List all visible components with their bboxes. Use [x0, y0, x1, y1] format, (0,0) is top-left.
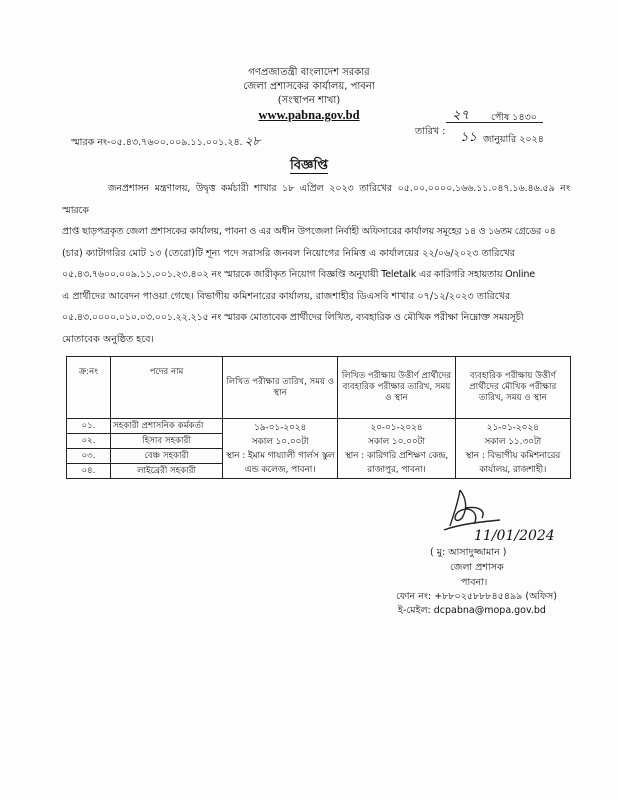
- row-serial: ০৪.: [67, 464, 111, 479]
- signatory-name: ( মু: আসাদুজ্জামান ): [430, 547, 507, 558]
- website-link[interactable]: www.pabna.gov.bd: [258, 108, 360, 122]
- table-row: [67, 419, 571, 434]
- written-exam-date: ১৯-০১-২০২৪: [254, 422, 307, 433]
- body-line: ০৫.৪৩.০০০০.০১০.০৩.০০১.২২.২১৫ নং স্মারক মোতাবেক প্রার্থীদের লিখিত, ব্যবহারিক ও মৌখিক পরীক্ষা নিম্নোক্ত সময়সূচী: [62, 312, 524, 323]
- body-line: ০৫.৪৩.৭৬০০.০০৯.১১.০০১.২৩.৪০২ নং স্মারকে জারীকৃত নিয়োগ বিজ্ঞপ্তি অনুযায়ী Teletalk এর কারিগরি সহায়তায় Online: [62, 269, 535, 280]
- practical-exam-date: ২০-০১-২০২৪: [370, 423, 423, 433]
- date-en-day-handwritten: ১১: [460, 130, 477, 145]
- office-phone: ফোন নং: +৮৮০২৫৮৮৮৪৫৪৯৯ (অফিস): [396, 591, 557, 602]
- viva-exam-cell: [455, 419, 570, 479]
- row-serial: ০১.: [67, 419, 111, 434]
- header-written-exam: লিখিত পরীক্ষার তারিখ, সময় ও স্থান: [222, 357, 337, 419]
- header-post-name: পদের নাম: [111, 357, 223, 419]
- written-exam-time: সকাল ১০.০০টা: [251, 436, 309, 447]
- date-bn-day-handwritten: ২৭: [452, 108, 469, 123]
- row-serial: ০২.: [67, 434, 111, 449]
- date-en-month: জানুয়ারি ২০২৪: [483, 134, 544, 145]
- practical-exam-venue: স্থান : কারিগরি প্রশিক্ষণ কেন্দ্র, রাজাপুর, পাবনা।: [344, 451, 449, 475]
- office-email[interactable]: ই-মেইল: dcpabna@mopa.gov.bd: [398, 605, 546, 616]
- row-post: লাইব্রেরী সহকারী: [111, 464, 223, 479]
- body-line: মোতাবেক অনুষ্ঠিত হবে।: [62, 333, 154, 345]
- table-header-row: [67, 357, 571, 419]
- notice-title: বিজ্ঞপ্তি: [290, 158, 328, 173]
- practical-exam-time: সকাল ১০.০০টা: [368, 437, 425, 447]
- body-line: এ প্রার্থীদের আবেদন পাওয়া গেছে। বিভাগীয় কমিশনারের কার্যালয়, রাজশাহীর ডিএসবি শাখার ০৭/১২/২০২৩ তারিখের: [62, 290, 511, 302]
- date-divider: [446, 122, 543, 123]
- memo-reference-number: স্মারক নং-০৫.৪৩.৭৬০০.০০৯.১১.০০১.২৪.: [71, 137, 243, 148]
- viva-exam-time: সকাল ১১.৩০টা: [484, 437, 542, 447]
- date-label: তারিখ :: [415, 126, 446, 137]
- row-post: সহকারী প্রশাসনিক কর্মকর্তা: [111, 419, 223, 434]
- written-exam-cell: [222, 419, 337, 479]
- signatory-place: পাবনা।: [461, 577, 488, 588]
- header-serial: ক্র:নং: [67, 357, 111, 419]
- signatory-designation: জেলা প্রশাসক: [450, 562, 504, 573]
- section-name: (সংস্থাপন শাখা): [277, 95, 341, 106]
- viva-exam-date: ২১-০১-২০২৪: [486, 423, 539, 433]
- body-line: (চার) ক্যাটাগরির মোট ১৩ (তেরো)টি শূন্য পদে সরাসরি জনবল নিয়োগের নিমিত্ত এ কার্যালয়ের ২২/০৬/২০২৩ তারিখের: [62, 247, 516, 259]
- header-practical-exam: লিখিত পরীক্ষায় উত্তীর্ণ প্রার্থীদের ব্যবহারিক পরীক্ষার তারিখ, সময় ও স্থান: [338, 357, 455, 419]
- body-line: প্রাপ্ত ছাড়পত্রকৃত জেলা প্রশাসকের কার্যালয়, পাবনা ও এর অধীন উপজেলা নির্বাহী অফিসারের কার্যালয় সমূহের ১৪ ও ১৬তম গ্রেডের ০৪: [62, 226, 556, 237]
- memo-reference-handwritten: ২৮: [244, 134, 261, 148]
- date-bn-month: পৌষ ১৪৩০: [491, 112, 537, 123]
- written-exam-venue: স্থান : ইমাম গায্যালী গার্লস স্কুল এন্ড কলেজ, পাবনা।: [225, 450, 335, 475]
- signature-date-handwritten: 11/01/2024: [474, 528, 555, 544]
- body-line: জনপ্রশাসন মন্ত্রণালয়, উদ্বৃত্ত কর্মচারী শাখার ১৮ এপ্রিল ২০২৩ তারিখের ০৫.০০.০০০০.১৬৬.১১.০৪৭.১৬.৪৬.৫৯ নং স্মারকে: [62, 183, 570, 216]
- memo-reference: [71, 133, 260, 153]
- notice-body: [62, 178, 570, 350]
- practical-exam-cell: [338, 419, 455, 479]
- viva-exam-venue: স্থান : বিভাগীয় কমিশনারের কার্যালয়, রাজশাহী।: [465, 451, 561, 475]
- row-post: বেঞ্চ সহকারী: [111, 449, 223, 464]
- row-post: হিসাব সহকারী: [111, 434, 223, 449]
- office-name: জেলা প্রশাসকের কার্যালয়, পাবনা: [243, 81, 375, 92]
- row-serial: ০৩.: [67, 449, 111, 464]
- govt-name: গণপ্রজাতন্ত্রী বাংলাদেশ সরকার: [248, 67, 370, 78]
- header-viva-exam: ব্যবহারিক পরীক্ষায় উত্তীর্ণ প্রার্থীদের মৌখিক পরীক্ষার তারিখ, সময় ও স্থান: [455, 357, 570, 419]
- exam-schedule-table: [66, 356, 571, 479]
